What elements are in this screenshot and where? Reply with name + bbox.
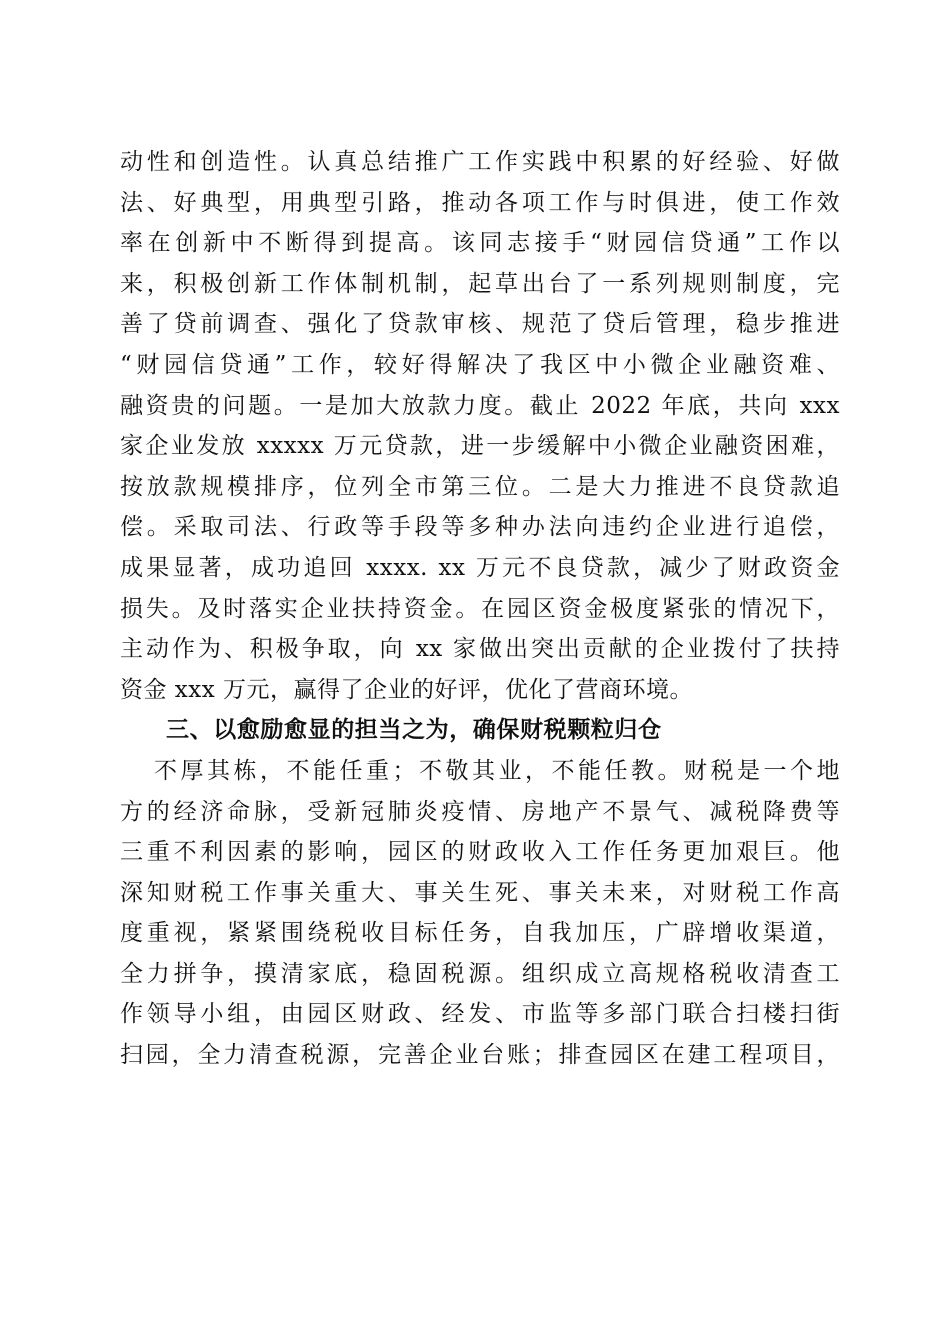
text-line: 资金 xxx 万元，赢得了企业的好评，优化了营商环境。 <box>120 676 694 703</box>
text-line: 法、好典型，用典型引路，推动各项工作与时俱进，使工作效 <box>120 189 840 216</box>
text-line: 不厚其栋，不能任重；不敬其业，不能任教。财税是一个地 <box>154 757 840 784</box>
text-line: 成果显著，成功追回 xxxx. xx 万元不良贷款，减少了财政资金 <box>120 554 840 581</box>
text-line: 度重视，紧紧围绕税收目标任务，自我加压，广辟增收渠道， <box>120 920 840 947</box>
text-line: 率在创新中不断得到提高。该同志接手“财园信贷通”工作以 <box>120 230 840 257</box>
text-line: 按放款规模排序，位列全市第三位。二是大力推进不良贷款追 <box>120 473 840 500</box>
text-line: 方的经济命脉，受新冠肺炎疫情、房地产不景气、减税降费等 <box>120 798 840 825</box>
text-line: 偿。采取司法、行政等手段等多种办法向违约企业进行追偿， <box>120 514 840 541</box>
text-line: 损失。及时落实企业扶持资金。在园区资金极度紧张的情况下， <box>120 595 840 622</box>
body-text <box>120 142 840 1076</box>
text-line: 三重不利因素的影响，园区的财政收入工作任务更加艰巨。他 <box>120 839 840 866</box>
text-line: 作领导小组，由园区财政、经发、市监等多部门联合扫楼扫街 <box>120 1001 840 1028</box>
text-line: 动性和创造性。认真总结推广工作实践中积累的好经验、好做 <box>120 149 840 175</box>
text-line: 善了贷前调查、强化了贷款审核、规范了贷后管理，稳步推进 <box>120 311 840 338</box>
text-line: 扫园，全力清查税源，完善企业台账；排查园区在建工程项目， <box>120 1042 840 1069</box>
text-line: 融资贵的问题。一是加大放款力度。截止 2022 年底，共向 xxx <box>120 392 840 419</box>
text-line: 来，积极创新工作体制机制，起草出台了一系列规则制度，完 <box>120 270 840 297</box>
text-line: 全力拼争，摸清家底，稳固税源。组织成立高规格税收清查工 <box>120 960 840 987</box>
text-line: 深知财税工作事关重大、事关生死、事关未来，对财税工作高 <box>120 879 840 906</box>
section-heading: 三、以愈励愈显的担当之为，确保财税颗粒归仓 <box>166 717 662 744</box>
text-line: 主动作为、积极争取，向 xx 家做出突出贡献的企业拨付了扶持 <box>120 636 840 663</box>
text-line: 家企业发放 xxxxx 万元贷款，进一步缓解中小微企业融资困难， <box>120 433 840 460</box>
text-line: “财园信贷通”工作，较好得解决了我区中小微企业融资难、 <box>120 351 840 378</box>
